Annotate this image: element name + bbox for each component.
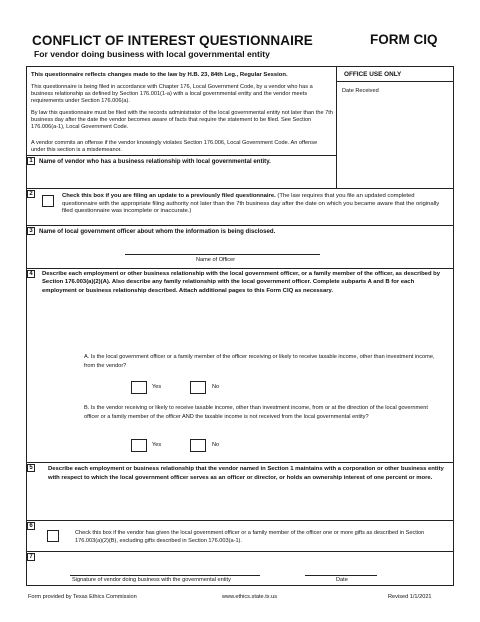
vendor-name-field[interactable] bbox=[38, 168, 334, 186]
officer-name-label: Name of Officer bbox=[196, 257, 236, 263]
intro-lead: This questionnaire reflects changes made to the law by H.B. 23, 84th Leg., Regular Session. bbox=[31, 72, 288, 78]
form-id-label: FORM CIQ bbox=[370, 32, 438, 47]
office-use-header-rule bbox=[336, 81, 454, 82]
question-b-yes-label: Yes bbox=[152, 442, 162, 448]
officer-name-line[interactable] bbox=[125, 254, 320, 255]
date-received-label: Date Received bbox=[342, 88, 379, 94]
section-6-text: Check this box if the vendor has given the local government officer or a family member of the officer one or more gifts as described in Section 176.003(a)(2)(B), excluding gifts described in Section 176.003(a-1). bbox=[75, 530, 425, 545]
question-b: B. Is the vendor receiving or likely to receive taxable income, other than investment income, from or at the direction of the local government officer or a family member of the officer AND the taxable income is not received from the local governmental entity? bbox=[84, 405, 428, 420]
footer-revision: Revised 1/1/2021 bbox=[388, 594, 432, 600]
date-line[interactable] bbox=[305, 575, 377, 576]
question-a: A. Is the local government officer or a family member of the officer receiving or likely to receive taxable income, other than investment income, from the vendor? bbox=[84, 354, 435, 369]
signature-label: Signature of vendor doing business with the governmental entity bbox=[72, 577, 231, 583]
section-2-bold: Check this box if you are filing an update to a previously filed questionnaire. bbox=[62, 193, 276, 199]
section-7-number: 7 bbox=[27, 553, 35, 561]
section-5-number: 5 bbox=[27, 464, 35, 472]
section-1-rule bbox=[26, 155, 336, 156]
section-6-rule bbox=[26, 520, 454, 521]
section-4-rule bbox=[26, 268, 454, 269]
section-2-number: 2 bbox=[27, 190, 35, 198]
form-title: CONFLICT OF INTEREST QUESTIONNAIRE bbox=[32, 33, 313, 48]
date-label: Date bbox=[336, 577, 348, 583]
date-received-field[interactable] bbox=[337, 95, 453, 165]
signature-line[interactable] bbox=[70, 575, 260, 576]
section-5-heading: Describe each employment or business relationship that the vendor named in Section 1 maintains with a corporation or other business entity with respect to which the local government officer serves as an officer or director, or holds an ownership interest of one percent or more. bbox=[48, 466, 444, 482]
question-b-no-label: No bbox=[212, 442, 220, 448]
section-2-text bbox=[62, 193, 450, 216]
intro-paragraph-2: By law this questionnaire must be filed with the records administrator of the local governmental entity not later than the 7th business day after the date the vendor becomes aware of facts that require the statement to be filed. See Section 176.006(a-1), Local Government Code. bbox=[31, 110, 333, 130]
question-a-yes-checkbox[interactable] bbox=[131, 381, 147, 394]
section-7-rule bbox=[26, 551, 454, 552]
question-a-no-checkbox[interactable] bbox=[190, 381, 206, 394]
section-2-rest: (The law requires that you file an updated completed questionnaire with the appropriate filing authority not later than the 7th business day after the date on which you became aware that the originally filed questionnaire was incomplete or inaccurate.) bbox=[62, 193, 440, 215]
section-1-heading: Name of vendor who has a business relationship with local governmental entity. bbox=[39, 158, 271, 165]
section-5-rule bbox=[26, 462, 454, 463]
section-2-rule bbox=[26, 188, 454, 189]
question-a-yes-label: Yes bbox=[152, 384, 162, 390]
question-a-no-label: No bbox=[212, 384, 220, 390]
section-3-number: 3 bbox=[27, 227, 35, 235]
gifts-checkbox[interactable] bbox=[47, 530, 59, 542]
section-6-number: 6 bbox=[27, 522, 35, 530]
section-4-heading: Describe each employment or other business relationship with the local government officer, or a family member of the officer, as described by Section 176.003(a)(2)(A). Also describe any family relationship with the local government officer. Complete subparts A and B for each employment or business relationship described. Attach additional pages to this Form CIQ as necessary. bbox=[42, 271, 441, 294]
question-b-no-checkbox[interactable] bbox=[190, 439, 206, 452]
update-checkbox[interactable] bbox=[42, 195, 54, 207]
section-3-rule bbox=[26, 225, 454, 226]
section-1-number: 1 bbox=[27, 157, 35, 165]
form-subtitle: For vendor doing business with local governmental entity bbox=[34, 49, 270, 59]
section-3-heading: Name of local government officer about whom the information is being disclosed. bbox=[39, 228, 276, 235]
intro-paragraph-3: A vendor commits an offense if the vendor knowingly violates Section 176.006, Local Government Code. An offense under this section is a misdemeanor. bbox=[31, 140, 318, 153]
business-relationship-field[interactable] bbox=[40, 496, 450, 516]
footer-provider: Form provided by Texas Ethics Commission bbox=[28, 594, 137, 600]
footer-website[interactable]: www.ethics.state.tx.us bbox=[222, 594, 278, 600]
intro-paragraph-1: This questionnaire is being filed in accordance with Chapter 176, Local Government Code, by a vendor who has a business relationship as defined by Section 176.001(1-a) with a local governmental entity and the vendor meets requirements under Section 176.006(a). bbox=[31, 84, 313, 104]
office-use-heading: OFFICE USE ONLY bbox=[344, 71, 402, 78]
section-4-number: 4 bbox=[27, 270, 35, 278]
question-b-yes-checkbox[interactable] bbox=[131, 439, 147, 452]
